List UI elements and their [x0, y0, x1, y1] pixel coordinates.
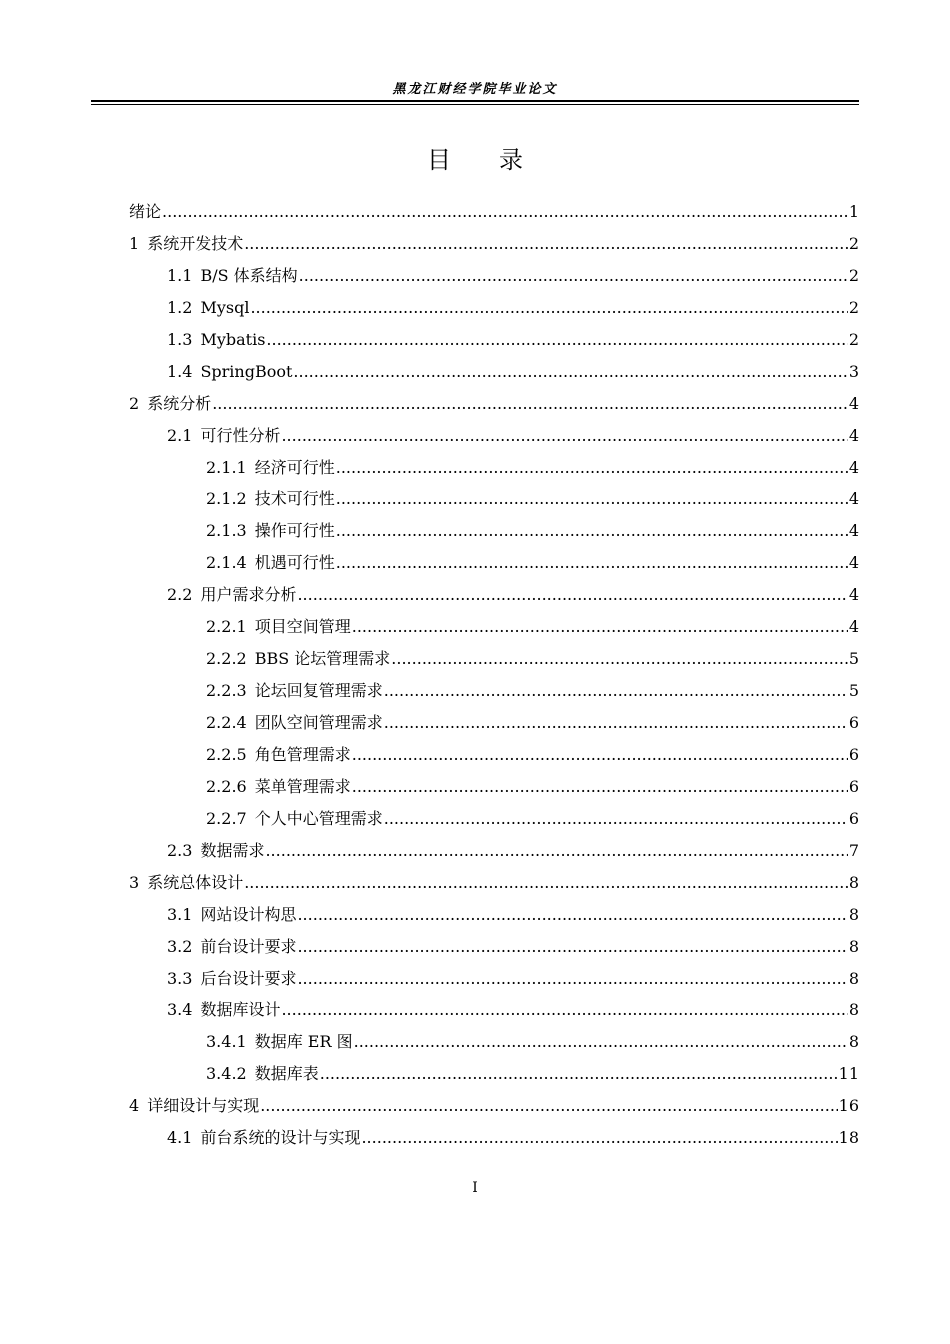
toc-entry[interactable] [129, 611, 859, 643]
toc-entry-number: 2.2 [167, 585, 193, 605]
toc-entry-page: 8 [848, 936, 859, 956]
toc-entry[interactable] [129, 643, 859, 675]
toc-entry-text: 系统开发技术 [147, 233, 244, 253]
toc-entry[interactable] [129, 356, 859, 388]
toc-entry-label [167, 963, 296, 995]
toc-entry-number: 3.1 [167, 904, 193, 924]
toc-title: 目 录 [427, 146, 523, 174]
toc-entry-page: 16 [838, 1096, 859, 1116]
toc-entry-label [167, 324, 265, 356]
toc-entry-label [167, 994, 280, 1026]
header-rule-thick [91, 100, 859, 102]
toc-entry-label [167, 420, 280, 452]
toc-entry-label [167, 1122, 360, 1154]
toc-entry[interactable] [129, 835, 859, 867]
toc-entry-page: 6 [848, 744, 859, 764]
toc-entry-page: 4 [848, 617, 859, 637]
toc-entry-label [206, 771, 351, 803]
toc-dot-leader [352, 771, 848, 803]
toc-entry-label [167, 579, 296, 611]
toc-dot-leader [281, 994, 847, 1026]
toc-dot-leader [336, 452, 848, 484]
toc-entry-page: 8 [848, 968, 859, 988]
toc-entry-page: 5 [848, 681, 859, 701]
toc-entry-label [129, 228, 243, 260]
toc-entry-text: 项目空间管理 [254, 617, 351, 637]
toc-entry-text: 操作可行性 [254, 521, 335, 541]
toc-entry-label [167, 835, 264, 867]
toc-entry[interactable] [129, 388, 859, 420]
toc-dot-leader [299, 260, 848, 292]
toc-dot-leader [352, 611, 848, 643]
toc-entry[interactable] [129, 579, 859, 611]
toc-entry-text: Mysql [200, 297, 250, 317]
toc-entry-text: SpringBoot [200, 361, 293, 381]
toc-entry[interactable] [129, 963, 859, 995]
toc-entry-page: 6 [848, 713, 859, 732]
toc-entry-page: 8 [848, 1032, 859, 1052]
toc-dot-leader [250, 292, 847, 324]
toc-entry-number: 1.4 [167, 361, 193, 381]
toc-entry-label [206, 803, 383, 835]
toc-entry-label [206, 739, 351, 771]
toc-entry-text: 数据需求 [200, 840, 265, 860]
toc-dot-leader [336, 547, 848, 579]
toc-entry-label [206, 1026, 353, 1058]
toc-entry-number: 4 [129, 1096, 140, 1116]
toc-entry-number: 2.2.1 [206, 617, 247, 637]
toc-dot-leader [162, 196, 848, 228]
toc-dot-leader [260, 1090, 837, 1122]
toc-entry-label [206, 483, 335, 515]
toc-entry-page: 7 [848, 840, 859, 860]
toc-entry-text: 网站设计构思 [200, 904, 297, 924]
toc-entry-label [167, 356, 292, 388]
toc-entry-number: 2.2.5 [206, 744, 247, 764]
toc-entry-page: 2 [848, 329, 859, 349]
toc-entry-number: 3.3 [167, 968, 193, 988]
toc-entry[interactable] [129, 739, 859, 771]
toc-entry-page: 3 [848, 361, 859, 381]
toc-entry-page: 4 [848, 457, 859, 477]
toc-entry-number: 2.3 [167, 840, 193, 860]
toc-entry-text: 系统总体设计 [147, 872, 244, 892]
toc-entry-label [129, 388, 211, 420]
toc-entry[interactable] [129, 292, 859, 324]
toc-entry[interactable] [129, 420, 859, 452]
toc-entry-label [129, 1090, 259, 1122]
toc-entry-page: 4 [848, 585, 859, 605]
toc-entry[interactable] [129, 547, 859, 579]
toc-entry[interactable] [129, 228, 859, 260]
toc-entry-page: 2 [848, 297, 859, 317]
toc-entry-text: 角色管理需求 [254, 744, 351, 764]
toc-dot-leader [244, 867, 848, 899]
toc-entry-number: 1.3 [167, 329, 193, 349]
toc-entry-page: 5 [848, 649, 859, 669]
toc-dot-leader [297, 579, 847, 611]
toc-entry-number: 1.2 [167, 297, 193, 317]
toc-entry-page: 11 [838, 1064, 859, 1084]
toc-entry-number: 2.1.2 [206, 489, 247, 509]
running-header: 黑龙江财经学院毕业论文 [392, 82, 558, 97]
toc-entry-text: 机遇可行性 [254, 553, 335, 573]
toc-dot-leader [352, 739, 848, 771]
toc-entry-number: 2.2.4 [206, 713, 247, 732]
toc-entry-number: 2.1 [167, 425, 193, 445]
toc-entry-page: 4 [848, 553, 859, 573]
toc-dot-leader [391, 643, 848, 675]
toc-entry-text: Mybatis [200, 329, 266, 349]
toc-dot-leader [361, 1122, 837, 1154]
toc-entry-number: 3.4.1 [206, 1032, 247, 1052]
toc-entry-text: 后台设计要求 [200, 968, 297, 988]
toc-entry-label [206, 452, 335, 484]
toc-entry-page: 4 [848, 393, 859, 413]
toc-entry-text: 菜单管理需求 [254, 776, 351, 796]
toc-entry-label [129, 867, 243, 899]
toc-entry[interactable] [129, 675, 859, 707]
toc-entry-label [129, 196, 161, 228]
toc-entry-page: 4 [848, 425, 859, 445]
toc-entry-label [167, 292, 249, 324]
toc-entry[interactable] [129, 483, 859, 515]
toc-entry-number: 3 [129, 872, 140, 892]
toc-dot-leader [212, 388, 848, 420]
toc-entry[interactable] [129, 196, 859, 228]
toc-entry[interactable] [129, 324, 859, 356]
toc-entry-text: 数据库设计 [200, 1000, 281, 1020]
toc-entry-label [206, 643, 390, 675]
toc-entry-text: 系统分析 [147, 393, 212, 413]
toc-entry[interactable] [129, 452, 859, 484]
toc-entry-number: 4.1 [167, 1128, 193, 1148]
toc-entry-label [206, 1058, 319, 1090]
toc-entry-text: 数据库 ER 图 [254, 1032, 353, 1052]
toc-entry-number: 3.2 [167, 936, 193, 956]
toc-dot-leader [244, 228, 848, 260]
toc-dot-leader [336, 483, 848, 515]
toc-entry[interactable] [129, 1090, 859, 1122]
toc-entry-page: 8 [848, 872, 859, 892]
toc-entry-text: 绪论 [129, 202, 162, 221]
toc-entry[interactable] [129, 867, 859, 899]
toc-entry[interactable] [129, 931, 859, 963]
toc-entry-text: 技术可行性 [254, 489, 335, 509]
toc-entry-label [206, 611, 351, 643]
toc-entry-page: 4 [848, 521, 859, 541]
toc-entry-number: 3.4.2 [206, 1064, 247, 1084]
toc-entry-label [167, 899, 296, 931]
toc-dot-leader [297, 963, 847, 995]
toc-dot-leader [265, 835, 847, 867]
toc-dot-leader [320, 1058, 838, 1090]
toc-dot-leader [293, 356, 847, 388]
toc-entry-number: 2.2.6 [206, 776, 247, 796]
toc-dot-leader [297, 899, 847, 931]
toc-entry[interactable] [129, 803, 859, 835]
toc-entry[interactable] [129, 1122, 859, 1154]
toc-entry-text: BBS 论坛管理需求 [254, 649, 391, 669]
header-rule-thin [91, 104, 859, 105]
toc-entry[interactable] [129, 1026, 859, 1058]
toc-entry-page: 8 [848, 904, 859, 924]
toc-entry-number: 1.1 [167, 265, 193, 285]
toc-entry-text: 详细设计与实现 [147, 1096, 260, 1116]
toc-dot-leader [281, 420, 847, 452]
page-number: I [472, 1180, 478, 1196]
toc-entry-label [167, 260, 298, 292]
toc-entry-number: 2.1.4 [206, 553, 247, 573]
table-of-contents [129, 196, 859, 1154]
toc-dot-leader [384, 707, 848, 739]
toc-entry-page: 2 [848, 265, 859, 285]
toc-entry[interactable] [129, 994, 859, 1026]
toc-entry[interactable] [129, 515, 859, 547]
toc-entry-page: 6 [848, 776, 859, 796]
toc-entry-page: 8 [848, 1000, 859, 1020]
toc-entry-text: 论坛回复管理需求 [254, 681, 383, 701]
toc-entry-text: 可行性分析 [200, 425, 281, 445]
toc-entry-page: 2 [848, 233, 859, 253]
toc-entry[interactable] [129, 260, 859, 292]
toc-entry-text: 数据库表 [254, 1064, 319, 1084]
toc-dot-leader [354, 1026, 848, 1058]
toc-entry-text: B/S 体系结构 [200, 265, 298, 285]
toc-entry-label [167, 931, 296, 963]
toc-entry-number: 2.1.1 [206, 457, 247, 477]
toc-entry-label [206, 675, 383, 707]
toc-entry-number: 2 [129, 393, 140, 413]
toc-entry-number: 1 [129, 233, 140, 253]
toc-entry-text: 前台设计要求 [200, 936, 297, 956]
toc-entry-number: 3.4 [167, 1000, 193, 1020]
toc-entry-text: 用户需求分析 [200, 585, 297, 605]
toc-entry-page: 1 [848, 202, 859, 221]
toc-entry-number: 2.2.7 [206, 808, 247, 828]
toc-dot-leader [266, 324, 847, 356]
toc-dot-leader [384, 675, 848, 707]
toc-entry-page: 18 [838, 1128, 859, 1148]
toc-dot-leader [384, 803, 848, 835]
toc-entry-page: 4 [848, 489, 859, 509]
toc-entry[interactable] [129, 771, 859, 803]
toc-entry-text: 个人中心管理需求 [254, 808, 383, 828]
toc-entry[interactable] [129, 899, 859, 931]
toc-entry-text: 前台系统的设计与实现 [200, 1128, 361, 1148]
toc-entry-label [206, 547, 335, 579]
toc-entry-page: 6 [848, 808, 859, 828]
toc-entry-label [206, 707, 383, 739]
toc-dot-leader [336, 515, 848, 547]
toc-entry-text: 经济可行性 [254, 457, 335, 477]
toc-entry-text: 团队空间管理需求 [254, 713, 383, 732]
toc-dot-leader [297, 931, 847, 963]
toc-entry[interactable] [129, 1058, 859, 1090]
toc-entry-label [206, 515, 335, 547]
toc-entry[interactable] [129, 707, 859, 739]
toc-entry-number: 2.1.3 [206, 521, 247, 541]
toc-entry-number: 2.2.2 [206, 649, 247, 669]
toc-entry-number: 2.2.3 [206, 681, 247, 701]
